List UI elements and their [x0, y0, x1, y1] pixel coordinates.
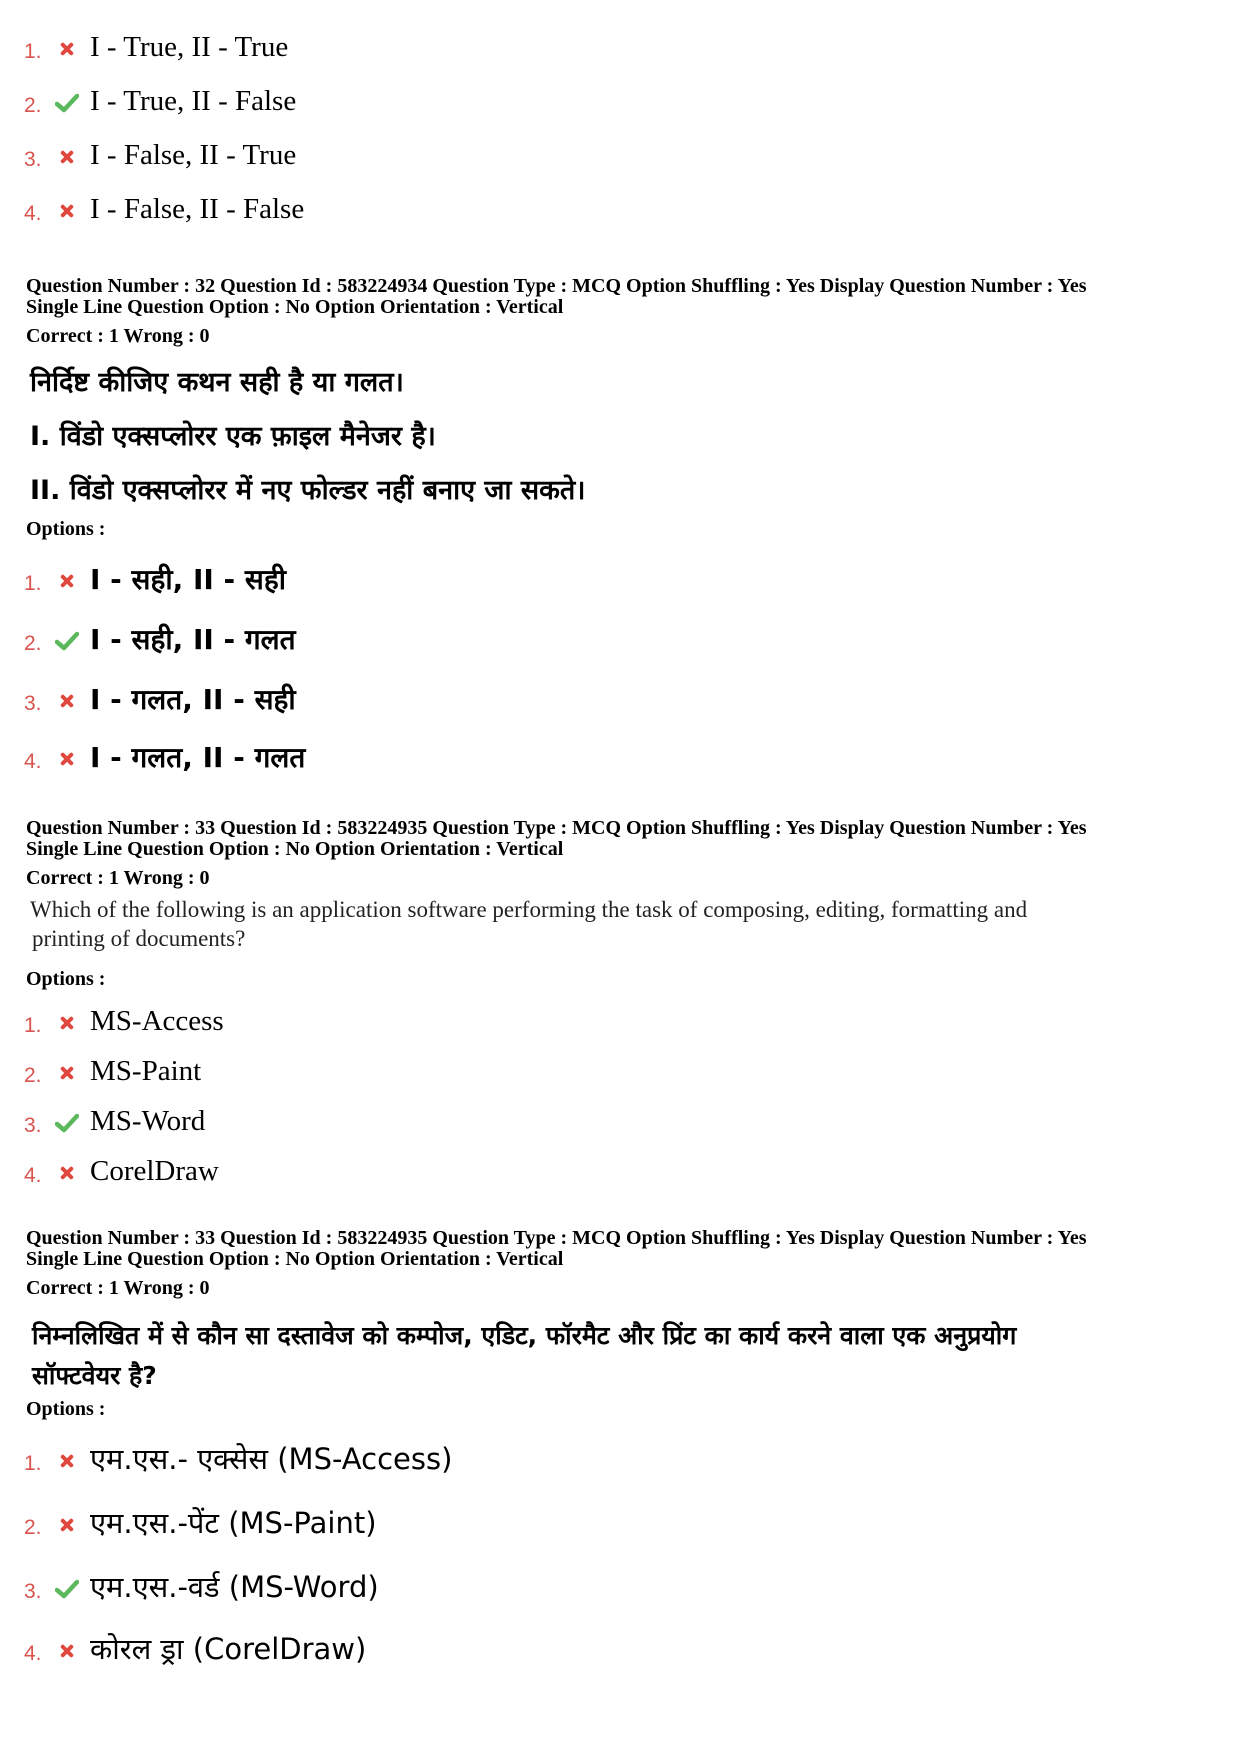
option-text: I - True, II - False — [90, 85, 297, 118]
option-text: एम.एस.-पेंट (MS-Paint) — [90, 1506, 377, 1541]
option-row — [24, 552, 286, 596]
marks-line: Correct : 1 Wrong : 0 — [26, 325, 210, 347]
question-meta-line: Question Number : 33 Question Id : 583224935 Question Type : MCQ Option Shuffling : Yes Display Question Number : Yes — [26, 1227, 1087, 1249]
wrong-icon — [50, 1008, 84, 1038]
question-meta-line: Single Line Question Option : No Option Orientation : Vertical — [26, 838, 564, 860]
options-label: Options : — [26, 1398, 106, 1420]
option-row — [24, 612, 296, 656]
option-row — [24, 1432, 452, 1476]
option-number: 2. — [24, 1516, 42, 1539]
option-number: 3. — [24, 692, 42, 715]
option-number: 3. — [24, 1114, 42, 1137]
question-text-line: निम्नलिखित में से कौन सा दस्तावेज को कम्पोज, एडिट, फॉरमैट और प्रिंट का कार्य करने वाला एक अनुप्रयोग — [32, 1321, 1017, 1350]
option-text: I - True, II - True — [90, 31, 289, 64]
option-number: 4. — [24, 1642, 42, 1665]
wrong-icon — [50, 142, 84, 172]
question-text-line: Which of the following is an application software performing the task of composing, editing, formatting and — [30, 897, 1028, 922]
wrong-icon — [50, 34, 84, 64]
option-text: I - सही, II - गलत — [90, 623, 296, 657]
wrong-icon — [50, 1510, 84, 1540]
wrong-icon — [50, 1158, 84, 1188]
option-number: 3. — [24, 1580, 42, 1603]
options-label: Options : — [26, 968, 106, 990]
option-number: 4. — [24, 750, 42, 773]
option-text: I - गलत, II - सही — [90, 683, 296, 717]
option-text: I - False, II - False — [90, 193, 305, 226]
option-text: MS-Word — [90, 1105, 206, 1138]
option-number: 2. — [24, 94, 42, 117]
option-text: I - False, II - True — [90, 139, 297, 172]
wrong-icon — [50, 686, 84, 716]
option-row — [24, 1622, 366, 1666]
option-number: 4. — [24, 1164, 42, 1187]
option-number: 4. — [24, 202, 42, 225]
option-number: 1. — [24, 1014, 42, 1037]
option-row — [24, 672, 296, 716]
wrong-icon — [50, 1058, 84, 1088]
option-number: 2. — [24, 632, 42, 655]
wrong-icon — [50, 744, 84, 774]
option-row — [24, 1094, 205, 1138]
check-icon — [50, 1108, 84, 1138]
option-row — [24, 1560, 379, 1604]
option-row — [24, 1496, 377, 1540]
question-meta-line: Single Line Question Option : No Option Orientation : Vertical — [26, 1248, 564, 1270]
option-row — [24, 182, 304, 226]
option-row — [24, 20, 288, 64]
option-text: I - गलत, II - गलत — [90, 741, 306, 775]
option-text: I - सही, II - सही — [90, 563, 286, 597]
wrong-icon — [50, 196, 84, 226]
option-text: MS-Paint — [90, 1055, 202, 1088]
option-row — [24, 730, 305, 774]
question-meta-line: Question Number : 32 Question Id : 583224934 Question Type : MCQ Option Shuffling : Yes Display Question Number : Yes — [26, 275, 1087, 297]
question-meta-line: Question Number : 33 Question Id : 583224935 Question Type : MCQ Option Shuffling : Yes Display Question Number : Yes — [26, 817, 1087, 839]
option-row — [24, 994, 224, 1038]
option-number: 3. — [24, 148, 42, 171]
option-number: 1. — [24, 1452, 42, 1475]
question-meta-line: Single Line Question Option : No Option Orientation : Vertical — [26, 296, 564, 318]
option-row — [24, 1144, 219, 1188]
question-text-line: II. विंडो एक्सप्लोरर में नए फोल्डर नहीं बनाए जा सकते। — [30, 475, 586, 506]
options-label: Options : — [26, 518, 106, 540]
wrong-icon — [50, 1636, 84, 1666]
option-text: एम.एस.- एक्सेस (MS-Access) — [90, 1442, 453, 1477]
wrong-icon — [50, 566, 84, 596]
question-text-line: I. विंडो एक्सप्लोरर एक फ़ाइल मैनेजर है। — [30, 421, 436, 452]
option-number: 1. — [24, 40, 42, 63]
check-icon — [50, 88, 84, 118]
option-text: MS-Access — [90, 1005, 224, 1038]
check-icon — [50, 626, 84, 656]
question-text-line: printing of documents? — [32, 926, 246, 951]
option-number: 1. — [24, 572, 42, 595]
option-row — [24, 74, 296, 118]
option-number: 2. — [24, 1064, 42, 1087]
option-row — [24, 1044, 201, 1088]
option-row — [24, 128, 296, 172]
option-text: कोरल ड्रा (CorelDraw) — [90, 1632, 367, 1667]
question-text-line: निर्दिष्ट कीजिए कथन सही है या गलत। — [30, 367, 404, 398]
option-text: CorelDraw — [90, 1155, 219, 1188]
question-text-line: सॉफ्टवेयर है? — [32, 1361, 157, 1390]
marks-line: Correct : 1 Wrong : 0 — [26, 1277, 210, 1299]
wrong-icon — [50, 1446, 84, 1476]
option-text: एम.एस.-वर्ड (MS-Word) — [90, 1570, 379, 1605]
check-icon — [50, 1574, 84, 1604]
marks-line: Correct : 1 Wrong : 0 — [26, 867, 210, 889]
